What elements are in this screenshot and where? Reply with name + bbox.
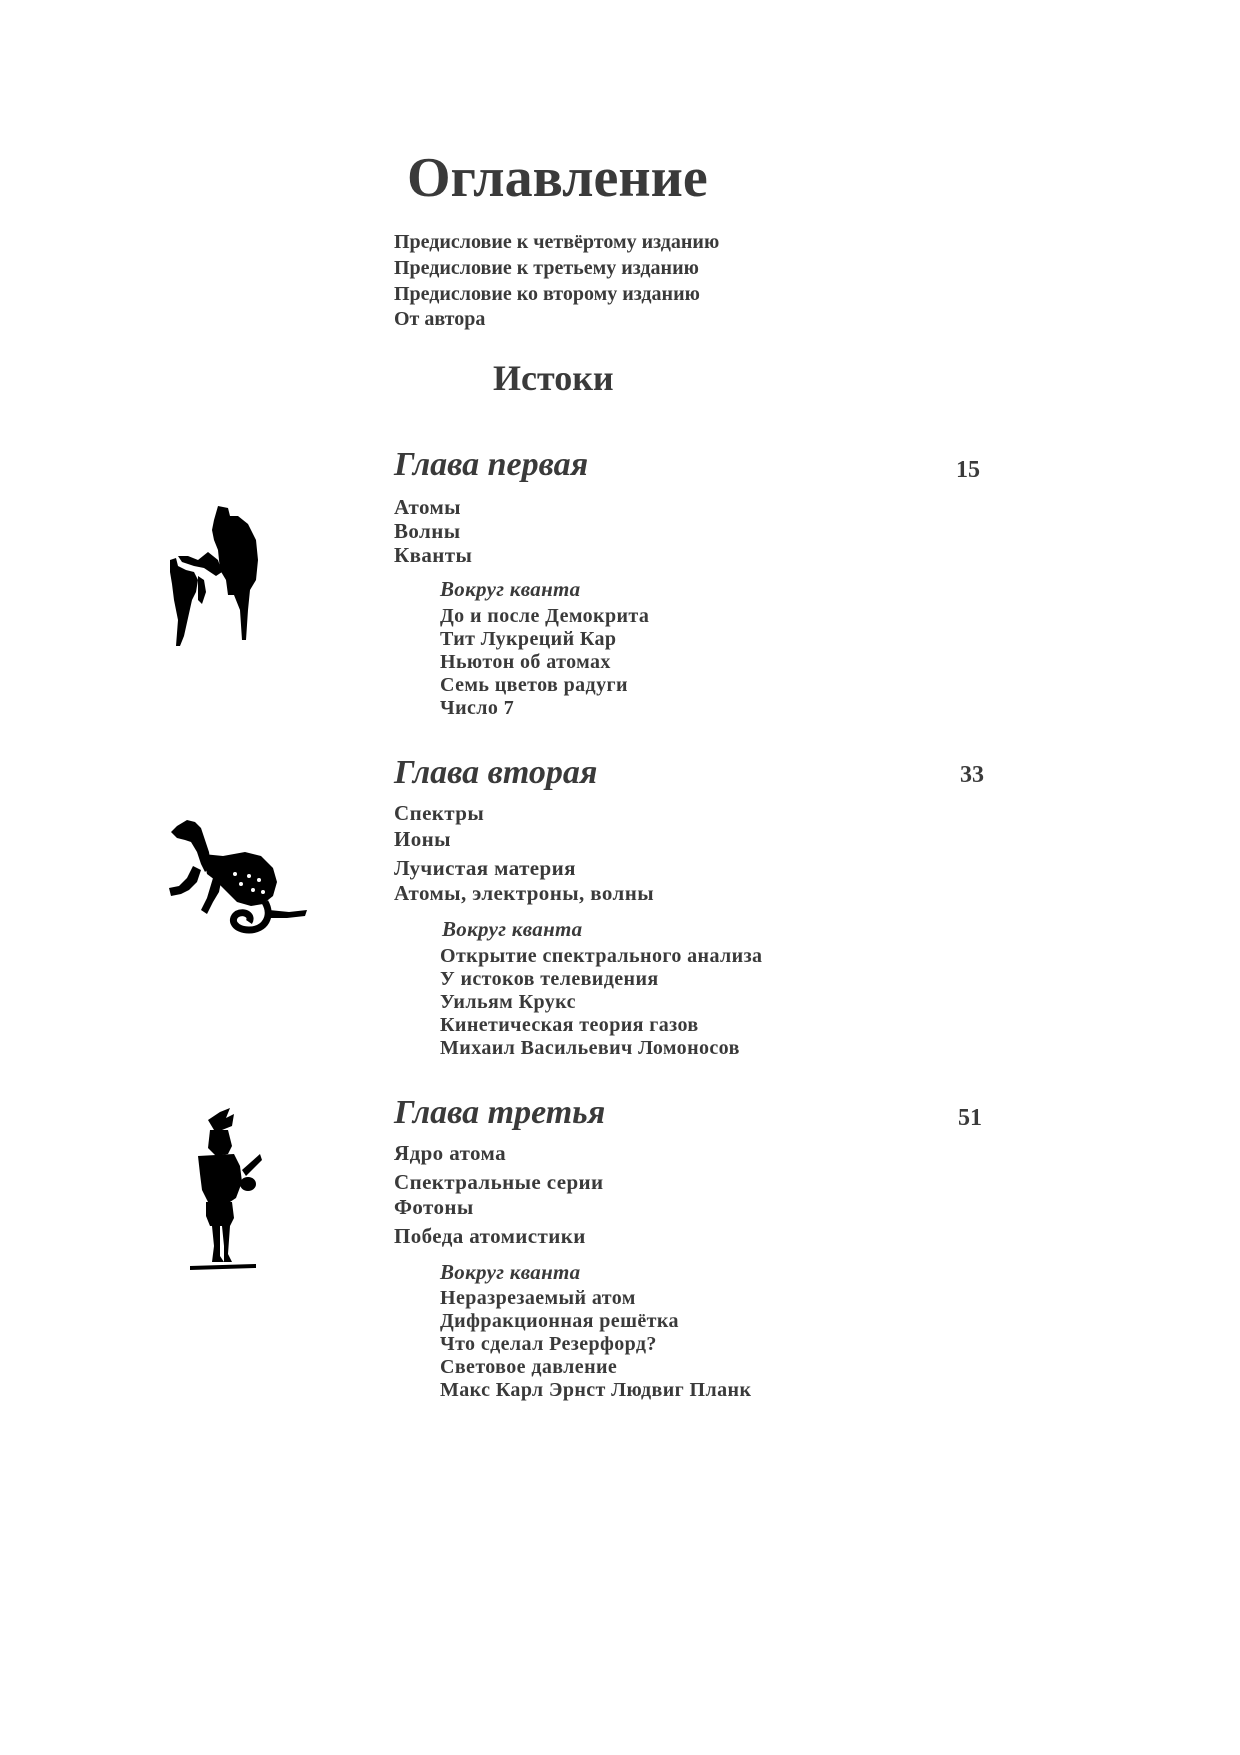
chapter-3-subitem[interactable]: Неразрезаемый атом	[440, 1287, 636, 1309]
chapter-3-item-atomism-victory[interactable]: Победа атомистики	[394, 1224, 586, 1248]
chapter-3-subitem[interactable]: Дифракционная решётка	[440, 1310, 679, 1332]
chapter-1-title[interactable]: Глава первая	[394, 446, 589, 483]
chapter-2-subitem[interactable]: Открытие спектрального анализа	[440, 945, 763, 967]
sea-horse-icon	[165, 818, 310, 943]
chapter-2-subitem[interactable]: Кинетическая теория газов	[440, 1014, 699, 1036]
chapter-2-item-ions[interactable]: Ионы	[394, 827, 451, 851]
chapter-2-item-atoms-electrons-waves[interactable]: Атомы, электроны, волны	[394, 881, 655, 905]
chapter-1-item-quanta[interactable]: Кванты	[394, 543, 473, 567]
toc-preface-4th[interactable]: Предисловие к четвёртому изданию	[394, 231, 720, 253]
chapter-3-item-spectral-series[interactable]: Спектральные серии	[394, 1170, 604, 1194]
chapter-1-subitem[interactable]: Число 7	[440, 697, 515, 719]
chapter-1-subitem[interactable]: Тит Лукреций Кар	[440, 628, 617, 650]
part-title: Истоки	[493, 358, 614, 398]
chapter-3-title[interactable]: Глава третья	[394, 1094, 606, 1131]
chapter-3-around-title[interactable]: Вокруг кванта	[440, 1260, 581, 1284]
chapter-3-page: 51	[958, 1105, 982, 1131]
chapter-2-subitem[interactable]: Уильям Крукс	[440, 991, 576, 1013]
chapter-3-item-photons[interactable]: Фотоны	[394, 1195, 474, 1219]
jester-figure-icon	[186, 1106, 276, 1276]
chapter-3-item-nucleus[interactable]: Ядро атома	[394, 1141, 506, 1165]
page-title: Оглавление	[407, 147, 708, 209]
chapter-2-item-radiant-matter[interactable]: Лучистая материя	[394, 856, 576, 880]
chapter-2-around-title[interactable]: Вокруг кванта	[442, 917, 583, 941]
chapter-3-subitem[interactable]: Что сделал Резерфорд?	[440, 1333, 657, 1355]
toc-preface-3rd[interactable]: Предисловие к третьему изданию	[394, 257, 699, 279]
chapter-1-page: 15	[956, 457, 980, 483]
chapter-3-subitem[interactable]: Макс Карл Эрнст Людвиг Планк	[440, 1379, 752, 1401]
chapter-1-item-atoms[interactable]: Атомы	[394, 495, 461, 519]
chapter-2-title[interactable]: Глава вторая	[394, 754, 598, 791]
chapter-2-item-spectra[interactable]: Спектры	[394, 801, 485, 825]
toc-from-author[interactable]: От автора	[394, 308, 486, 330]
chapter-2-subitem[interactable]: У истоков телевидения	[440, 968, 659, 990]
figure-with-dog-icon	[168, 500, 268, 650]
chapter-2-page: 33	[960, 762, 984, 788]
chapter-1-subitem[interactable]: До и после Демокрита	[440, 605, 650, 627]
chapter-1-item-waves[interactable]: Волны	[394, 519, 461, 543]
chapter-1-subitem[interactable]: Семь цветов радуги	[440, 674, 628, 696]
chapter-1-around-title[interactable]: Вокруг кванта	[440, 577, 581, 601]
chapter-1-subitem[interactable]: Ньютон об атомах	[440, 651, 611, 673]
toc-preface-2nd[interactable]: Предисловие ко второму изданию	[394, 283, 700, 305]
chapter-2-subitem[interactable]: Михаил Васильевич Ломоносов	[440, 1037, 740, 1059]
chapter-3-subitem[interactable]: Световое давление	[440, 1356, 618, 1378]
